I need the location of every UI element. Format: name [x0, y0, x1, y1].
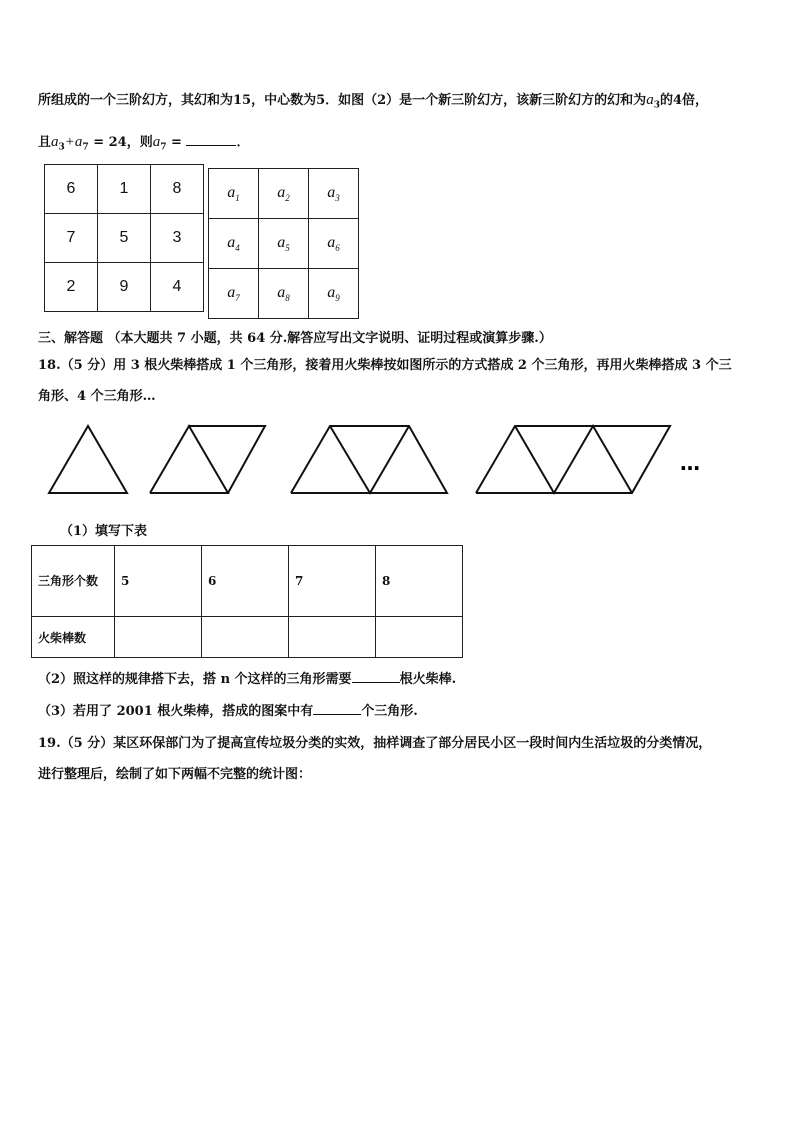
text: 根火柴棒.: [399, 672, 457, 687]
math-sub: 3: [653, 100, 660, 111]
text: ．: [236, 135, 250, 150]
table-header-matchsticks: 火柴棒数: [32, 617, 115, 658]
question-18-line-1: 18.（5 分）用 3 根火柴棒搭成 1 个三角形，接着用火柴棒按如图所示的方式搭成 2 个三角形，再用火柴棒搭成 3 个三: [38, 358, 732, 373]
math-a: a: [327, 183, 336, 201]
table-answer-cell[interactable]: [202, 617, 289, 658]
table-cell: 8: [376, 546, 463, 617]
magic-square-row: [45, 165, 204, 214]
math-sub: 7: [82, 142, 89, 153]
subquestion-1: （1）填写下表: [60, 524, 148, 539]
magic-square-cell: 9: [98, 263, 151, 312]
subquestion-3: [38, 700, 418, 719]
math-a: a: [51, 134, 59, 150]
ellipsis: …: [680, 451, 700, 475]
math-sub: 8: [285, 293, 290, 304]
magic-square-cell: [259, 269, 309, 319]
magic-square-cell: [209, 219, 259, 269]
math-sub: 4: [235, 243, 240, 254]
matchstick-count-table: [31, 545, 463, 658]
text-line-1: [38, 89, 708, 111]
table-answer-cell[interactable]: [115, 617, 202, 658]
magic-square-row: [209, 169, 359, 219]
math-a: a: [227, 283, 236, 301]
math-sub: 6: [335, 243, 340, 254]
math-a: a: [327, 233, 336, 251]
magic-square-cell: 8: [151, 165, 204, 214]
magic-square-row: [209, 269, 359, 319]
text: （2）照这样的规律搭下去，搭 n 个这样的三角形需要: [38, 672, 352, 687]
math-sub: 7: [235, 293, 240, 304]
magic-square-cell: 5: [98, 214, 151, 263]
table-row: [32, 546, 463, 617]
table-answer-cell[interactable]: [376, 617, 463, 658]
math-a: a: [327, 283, 336, 301]
table-header-triangles: 三角形个数: [32, 546, 115, 617]
math-sub: 1: [235, 193, 240, 204]
math-a: a: [152, 134, 161, 150]
text: （3）若用了 2001 根火柴棒，搭成的图案中有: [38, 704, 314, 719]
answer-blank[interactable]: [186, 133, 236, 146]
text: 所组成的一个三阶幻方，其幻和为15，中心数为5．如图（2）是一个新三阶幻方，该新三阶幻方的幻和为: [38, 93, 647, 108]
text: = 24，则: [93, 135, 153, 150]
math-sub: 3: [335, 193, 340, 204]
math-a: a: [277, 233, 286, 251]
math-sub: 3: [58, 142, 65, 153]
magic-square-cell: 1: [98, 165, 151, 214]
magic-square-cell: 3: [151, 214, 204, 263]
math-a: a: [227, 233, 236, 251]
magic-square-row: [45, 214, 204, 263]
magic-square-cell: [209, 269, 259, 319]
magic-square-row: [45, 263, 204, 312]
text: 个三角形.: [361, 704, 418, 719]
math-a: a: [277, 283, 286, 301]
text: =: [171, 135, 182, 150]
magic-square-cell: 6: [45, 165, 98, 214]
math-a: a: [646, 92, 654, 108]
magic-square-cell: 4: [151, 263, 204, 312]
math-plus-a: +a: [64, 134, 83, 150]
magic-square-cell: [309, 169, 359, 219]
magic-square-cell: [209, 169, 259, 219]
magic-square-row: [209, 219, 359, 269]
magic-square-cell: [259, 169, 309, 219]
table-row: [32, 617, 463, 658]
table-cell: 6: [202, 546, 289, 617]
answer-blank[interactable]: [313, 702, 361, 715]
question-19-line-2: 进行整理后，绘制了如下两幅不完整的统计图：: [38, 767, 312, 782]
math-sub: 5: [285, 243, 290, 254]
magic-square-cell: 2: [45, 263, 98, 312]
text: 且: [38, 135, 52, 150]
magic-square-1: [44, 164, 204, 312]
magic-square-cell: [309, 269, 359, 319]
triangle-figure-1: [49, 426, 127, 493]
question-19-line-1: 19.（5 分）某区环保部门为了提高宣传垃圾分类的实效，抽样调查了部分居民小区一段时间内生活垃圾的分类情况，: [38, 736, 712, 751]
math-sub: 7: [160, 142, 167, 153]
section-heading: 三、解答题 （本大题共 7 小题，共 64 分.解答应写出文字说明、证明过程或演算步骤.）: [38, 331, 552, 346]
matchstick-triangles-figure: [0, 418, 794, 518]
table-cell: 7: [289, 546, 376, 617]
magic-square-2: [208, 168, 359, 319]
magic-square-cell: [309, 219, 359, 269]
subquestion-2: [38, 668, 456, 687]
magic-square-cell: [259, 219, 309, 269]
triangle-figure-3: [291, 426, 447, 493]
math-sub: 9: [335, 293, 340, 304]
triangle-figure-2: [150, 426, 265, 493]
triangle-figure-4: [476, 426, 670, 493]
math-sub: 2: [285, 193, 290, 204]
question-18-line-2: 角形、4 个三角形…: [38, 389, 156, 404]
table-answer-cell[interactable]: [289, 617, 376, 658]
math-a: a: [277, 183, 286, 201]
text: 的4倍，: [659, 93, 708, 108]
answer-blank[interactable]: [352, 670, 400, 683]
table-cell: 5: [115, 546, 202, 617]
math-a: a: [227, 183, 236, 201]
magic-square-cell: 7: [45, 214, 98, 263]
text-line-2: [38, 131, 249, 153]
